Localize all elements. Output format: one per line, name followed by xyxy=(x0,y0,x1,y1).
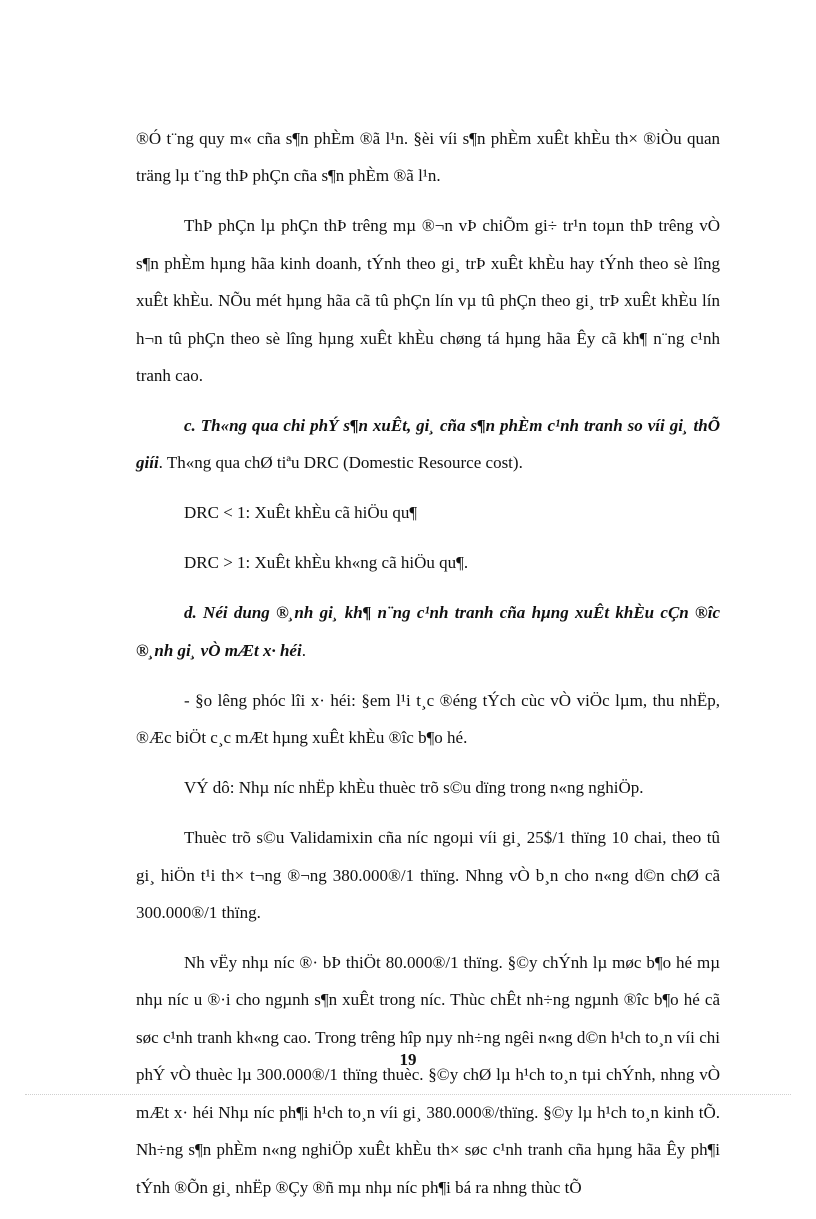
paragraph: DRC < 1: XuÊt khÈu cã hiÖu qu¶ xyxy=(184,503,418,523)
footer-divider xyxy=(25,1094,791,1095)
paragraph: ®Ó t¨ng quy m« cña s¶n phÈm ®ã l¹n. §èi víi s¶n phÈm xuÊt khÈu th× ®iÒu quan träng lµ t¨ng thÞ phÇn cña s¶n phÈm ®ã l¹n. xyxy=(136,129,720,186)
paragraph: DRC > 1: XuÊt khÈu kh«ng cã hiÖu qu¶. xyxy=(184,553,469,573)
section-heading: c. Th«ng qua chi phÝ s¶n xuÊt, gi¸ cña s¶n phÈm c¹nh tranh so víi gi¸ thÕ giíi xyxy=(136,416,720,473)
paragraph: Nh vËy nhµ níc ®· bÞ thiÖt 80.000®/1 thïng. §©y chÝnh lµ møc b¶o hé mµ nhµ níc u ®·i cho ngµnh s¶n xuÊt trong níc. Thùc chÊt nh÷ng ngµnh ®îc b¶o hé cã søc c¹nh tranh kh«ng cao. Trong trêng hîp nµy nh÷ng ngêi n«ng d©n h¹ch to¸n víi chi phÝ vÒ thuèc lµ 300.000®/1 thïng thuèc. §©y chØ lµ h¹ch to¸n tµi chÝnh, nhng vÒ mÆt x· héi Nhµ níc ph¶i h¹ch to¸n víi gi¸ 380.000®/thïng. §©y lµ h¹ch to¸n kinh tÕ. Nh÷ng s¶n phÈm n«ng nghiÖp xuÊt khÈu th× søc c¹nh tranh cña hµng hãa Êy ph¶i tÝnh ®Õn gi¸ nhËp ®Çy ®ñ mµ nhµ níc ph¶i bá ra nhng thùc tÕ xyxy=(136,953,720,1197)
paragraph: ThÞ phÇn lµ phÇn thÞ trêng mµ ®¬n vÞ chiÕm gi÷ tr¹n toµn thÞ trêng vÒ s¶n phÈm hµng hãa kinh doanh, tÝnh theo gi¸ trÞ xuÊt khÈu hay tÝnh theo sè lîng xuÊt khÈu. NÕu mét hµng hãa cã tû phÇn lín vµ tû phÇn theo gi¸ trÞ xuÊt khÈu lín h¬n tû phÇn theo sè lîng hµng xuÊt khÈu chøng tá hµng hãa Êy cã kh¶ n¨ng c¹nh tranh cao. xyxy=(136,216,720,386)
paragraph: Thuèc trõ s©u Validamixin cña níc ngoµi víi gi¸ 25$/1 thïng 10 chai, theo tû gi¸ hiÖn t¹i th× t¬ng ®¬ng 380.000®/1 thïng. Nhng vÒ b¸n cho n«ng d©n chØ cã 300.000®/1 thïng. xyxy=(136,828,720,923)
paragraph: VÝ dô: Nhµ níc nhËp khÈu thuèc trõ s©u dïng trong n«ng nghiÖp. xyxy=(184,778,644,798)
section-heading: d. Néi dung ®¸nh gi¸ kh¶ n¨ng c¹nh tranh cña hµng xuÊt khÈu cÇn ®îc ®¸nh gi¸ vÒ mÆt x· héi xyxy=(136,603,720,660)
page-number: 19 xyxy=(399,1050,417,1069)
paragraph: - §o lêng phóc lîi x· héi: §em l¹i t¸c ®éng tÝch cùc vÒ viÖc lµm, thu nhËp, ®Æc biÖt c¸c mÆt hµng xuÊt khÈu ®îc b¶o hé. xyxy=(136,690,720,748)
heading-continuation: . xyxy=(301,640,306,660)
heading-continuation: . Th«ng qua chØ tiªu DRC (Domestic Resource cost). xyxy=(158,453,523,473)
paragraph-heading-d xyxy=(136,594,720,669)
paragraph-heading-c xyxy=(136,407,720,482)
